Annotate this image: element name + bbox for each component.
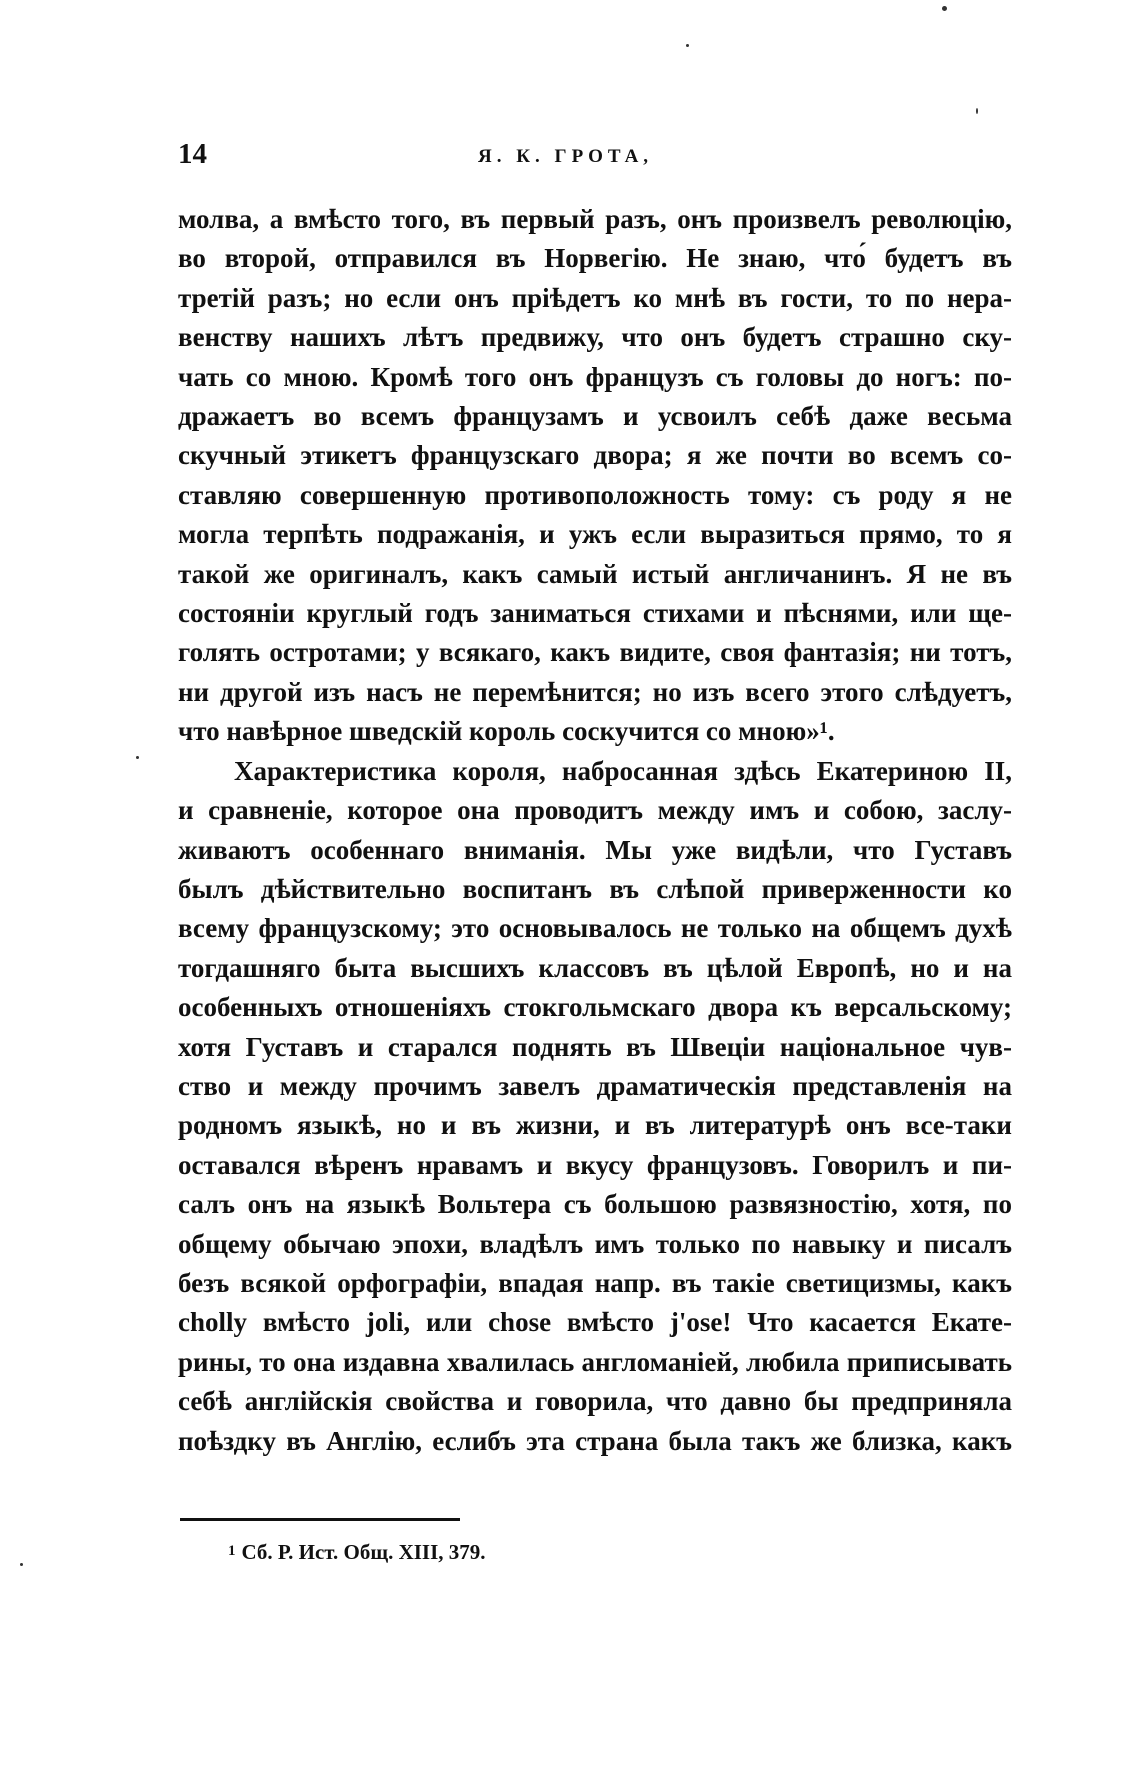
text-line: ни другой изъ насъ не перемѣнится; но изъ всего этого слѣдуетъ,	[178, 676, 1012, 707]
text-line: поѣздку въ Англію, еслибъ эта страна была такъ же близка, какъ	[178, 1425, 1012, 1456]
text-line: особенныхъ отношеніяхъ стокгольмскаго двора къ версальскому;	[178, 992, 1012, 1023]
scan-speck	[136, 756, 139, 759]
text-line: chollу вмѣсто joli, или chose вмѣсто j'ose! Что касается Екате-	[178, 1307, 1012, 1338]
text-line: живаютъ особеннаго вниманія. Мы уже видѣли, что Густавъ	[178, 834, 1012, 865]
text-line: родномъ языкѣ, но и въ жизни, и въ литературѣ онъ все-таки	[178, 1110, 1012, 1141]
text-line: всему французскому; это основывалось не только на общемъ духѣ	[178, 913, 1012, 944]
text-line: себѣ англійскія свойства и говорила, что давно бы предприняла	[178, 1386, 1012, 1417]
text-line: хотя Густавъ и старался поднять въ Швеціи національное чув-	[178, 1031, 1012, 1062]
text-line: рины, то она издавна хвалилась англоманіей, любила приписывать	[178, 1346, 1012, 1377]
text-line: дражаетъ во всемъ французамъ и усвоилъ себѣ даже весьма	[178, 401, 1012, 432]
paragraph	[178, 200, 1012, 752]
text-line: что навѣрное шведскій король соскучится со мною»¹.	[178, 716, 835, 747]
text-line: тогдашняго быта высшихъ классовъ въ цѣлой Европѣ, но и на	[178, 952, 1012, 983]
footnote-text: Сб. Р. Ист. Общ. XIII, 379.	[241, 1540, 486, 1564]
text-line: ставляю совершенную противоположность тому: съ роду я не	[178, 479, 1012, 510]
scan-speck	[20, 1563, 23, 1566]
footnote-divider	[180, 1518, 460, 1521]
text-line: скучный этикетъ французскаго двора; я же почти во всемъ со-	[178, 440, 1012, 471]
text-line: молва, а вмѣсто того, въ первый разъ, онъ произвелъ революцію,	[178, 204, 1012, 234]
text-line: и сравненіе, которое она проводитъ между имъ и собою, заслу-	[178, 795, 1012, 826]
paragraph	[178, 752, 1012, 1461]
text-line: такой же оригиналъ, какъ самый истый англичанинъ. Я не въ	[178, 558, 1012, 589]
text-line: безъ всякой орфографіи, впадая напр. въ такіе светицизмы, какъ	[178, 1267, 1012, 1298]
text-line: чать со мною. Кромѣ того онъ французъ съ головы до ногъ: по-	[178, 361, 1012, 392]
footnote-mark: 1	[228, 1543, 236, 1559]
text-line: состояніи круглый годъ заниматься стихами и пѣснями, или ще-	[178, 598, 1012, 629]
scan-speck	[942, 6, 947, 11]
text-line: могла терпѣть подражанія, и ужъ если выразиться прямо, то я	[178, 519, 1012, 550]
text-line: оставался вѣренъ нравамъ и вкусу французовъ. Говорилъ и пи-	[178, 1149, 1012, 1180]
text-line: общему обычаю эпохи, владѣлъ имъ только по навыку и писалъ	[178, 1228, 1012, 1259]
scan-speck	[686, 44, 689, 47]
text-line: венству нашихъ лѣтъ предвижу, что онъ будетъ страшно ску-	[178, 322, 1012, 353]
page-header	[178, 138, 1018, 178]
text-line: во второй, отправился въ Норвегію. Не знаю, что́ будетъ въ	[178, 243, 1012, 274]
text-line: былъ дѣйствительно воспитанъ въ слѣпой приверженности ко	[178, 873, 1012, 904]
text-line: голять остротами; у всякаго, какъ видите, своя фантазія; ни тотъ,	[178, 637, 1012, 668]
body-text	[178, 200, 1012, 1461]
scan-speck	[976, 108, 978, 114]
footnote	[228, 1540, 486, 1565]
text-line: ство и между прочимъ завелъ драматическія представленія на	[178, 1070, 1012, 1101]
running-title: Я. К. ГРОТА,	[478, 146, 654, 167]
text-line: Характеристика короля, набросанная здѣсь Екатериною II,	[234, 755, 1012, 786]
page-number: 14	[178, 138, 207, 170]
text-line: салъ онъ на языкѣ Вольтера съ большою развязностію, хотя, по	[178, 1189, 1012, 1220]
text-line: третій разъ; но если онъ пріѣдетъ ко мнѣ въ гости, то по нера-	[178, 282, 1012, 313]
